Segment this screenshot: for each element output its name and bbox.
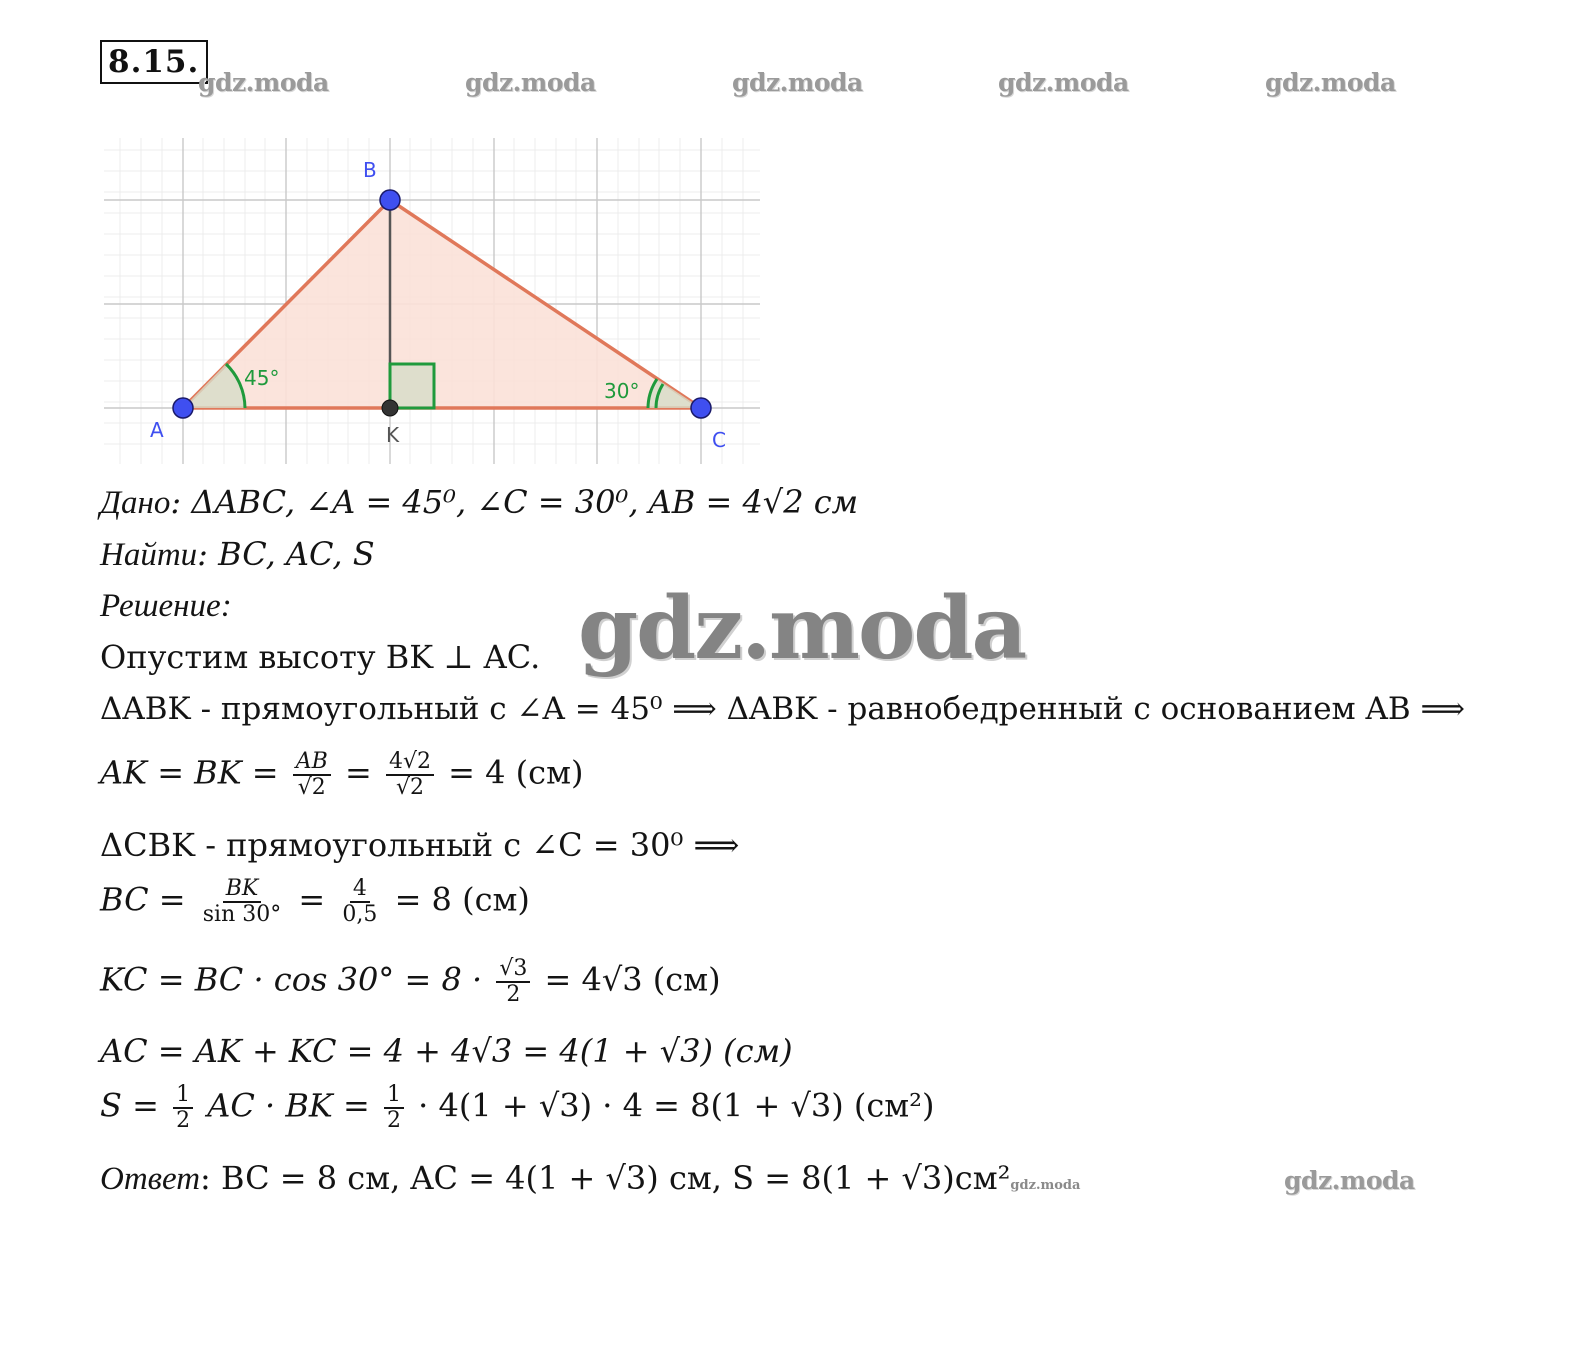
solution-line-7: AC = AK + KC = 4 + 4√3 = 4(1 + √3) (см) (100, 1032, 793, 1070)
solution-line-3 (100, 750, 583, 800)
watermark: gdz.moda (1010, 1178, 1081, 1193)
answer-line (100, 1158, 1080, 1206)
fraction (386, 750, 434, 800)
solution-line-2: ΔABK - прямоугольный с ∠A = 45⁰ ⟹ ΔABK - равнобедренный с основанием AB ⟹ (100, 691, 1465, 727)
l8-c: · 4(1 + √3) · 4 = 8(1 + √3) (см²) (418, 1086, 935, 1125)
point-a (173, 398, 193, 418)
solution-line-5 (100, 877, 530, 927)
find-line (100, 534, 375, 575)
triangle-figure (100, 134, 764, 470)
point-b (380, 190, 400, 210)
l3-rhs: = 4 (см) (448, 753, 584, 792)
numerator: BK (223, 877, 262, 903)
numerator: 4√2 (386, 750, 434, 776)
equals: = (344, 753, 372, 792)
denominator: sin 30° (202, 902, 282, 927)
point-c (691, 398, 711, 418)
solution-label: Решение: (100, 588, 232, 624)
denominator: 2 (386, 1108, 401, 1133)
solution-line-1: Опустим высоту BK ⊥ AC. (100, 638, 541, 676)
label-c: C (712, 428, 726, 452)
right-angle-mark (390, 364, 434, 408)
denominator: 2 (176, 1108, 191, 1133)
fraction (173, 1083, 193, 1133)
solution-heading (100, 585, 232, 626)
l6-lhs: KC = BC · cos 30° = 8 · (100, 960, 483, 999)
fraction (339, 877, 380, 927)
watermark: gdz.moda (465, 68, 596, 97)
l3-lhs: AK = BK = (100, 753, 279, 792)
numerator: 1 (384, 1083, 404, 1109)
numerator: 4 (350, 877, 370, 903)
label-k: K (386, 423, 400, 447)
solution-line-4: ΔCBK - прямоугольный с ∠C = 30⁰ ⟹ (100, 826, 740, 864)
l5-lhs: BC = (100, 880, 186, 919)
answer-text: : BC = 8 см, AC = 4(1 + √3) см, S = 8(1 + √3)см² (200, 1159, 1011, 1197)
find-label: Найти (100, 537, 198, 573)
numerator: 1 (173, 1083, 193, 1109)
watermark: gdz.moda (1265, 68, 1396, 97)
watermark: gdz.moda (732, 68, 863, 97)
solution-line-6 (100, 957, 721, 1007)
given-line (100, 482, 858, 523)
problem-number: 8.15. (100, 40, 208, 84)
denominator: 0,5 (342, 902, 378, 927)
l8-b: AC · BK = (207, 1086, 370, 1125)
angle-c-label: 30° (604, 379, 640, 403)
given-text: : ΔABC, ∠A = 45⁰, ∠C = 30⁰, AB = 4√2 см (170, 483, 859, 521)
find-text: : BC, AC, S (197, 535, 375, 573)
watermark: gdz.moda (1284, 1166, 1415, 1195)
given-label: Дано (100, 485, 171, 521)
angle-a-label: 45° (244, 366, 280, 390)
fraction (496, 957, 530, 1007)
label-a: A (150, 418, 164, 442)
fraction (384, 1083, 404, 1133)
numerator: AB (293, 750, 331, 776)
watermark: gdz.moda (998, 68, 1129, 97)
l8-a: S = (100, 1086, 159, 1125)
fraction (293, 750, 331, 800)
watermark: gdz.moda (198, 68, 329, 97)
numerator: √3 (496, 957, 530, 983)
denominator: √2 (297, 775, 326, 800)
denominator: 2 (506, 982, 521, 1007)
point-k (382, 400, 398, 416)
l5-rhs: = 8 (см) (394, 880, 530, 919)
solution-line-8 (100, 1083, 934, 1133)
l6-rhs: = 4√3 (см) (544, 960, 721, 999)
denominator: √2 (395, 775, 424, 800)
label-b: B (363, 158, 377, 182)
answer-label: Ответ (100, 1161, 201, 1197)
fraction (200, 877, 284, 927)
watermark-large: gdz.moda (578, 578, 1026, 679)
equals: = (298, 880, 326, 919)
